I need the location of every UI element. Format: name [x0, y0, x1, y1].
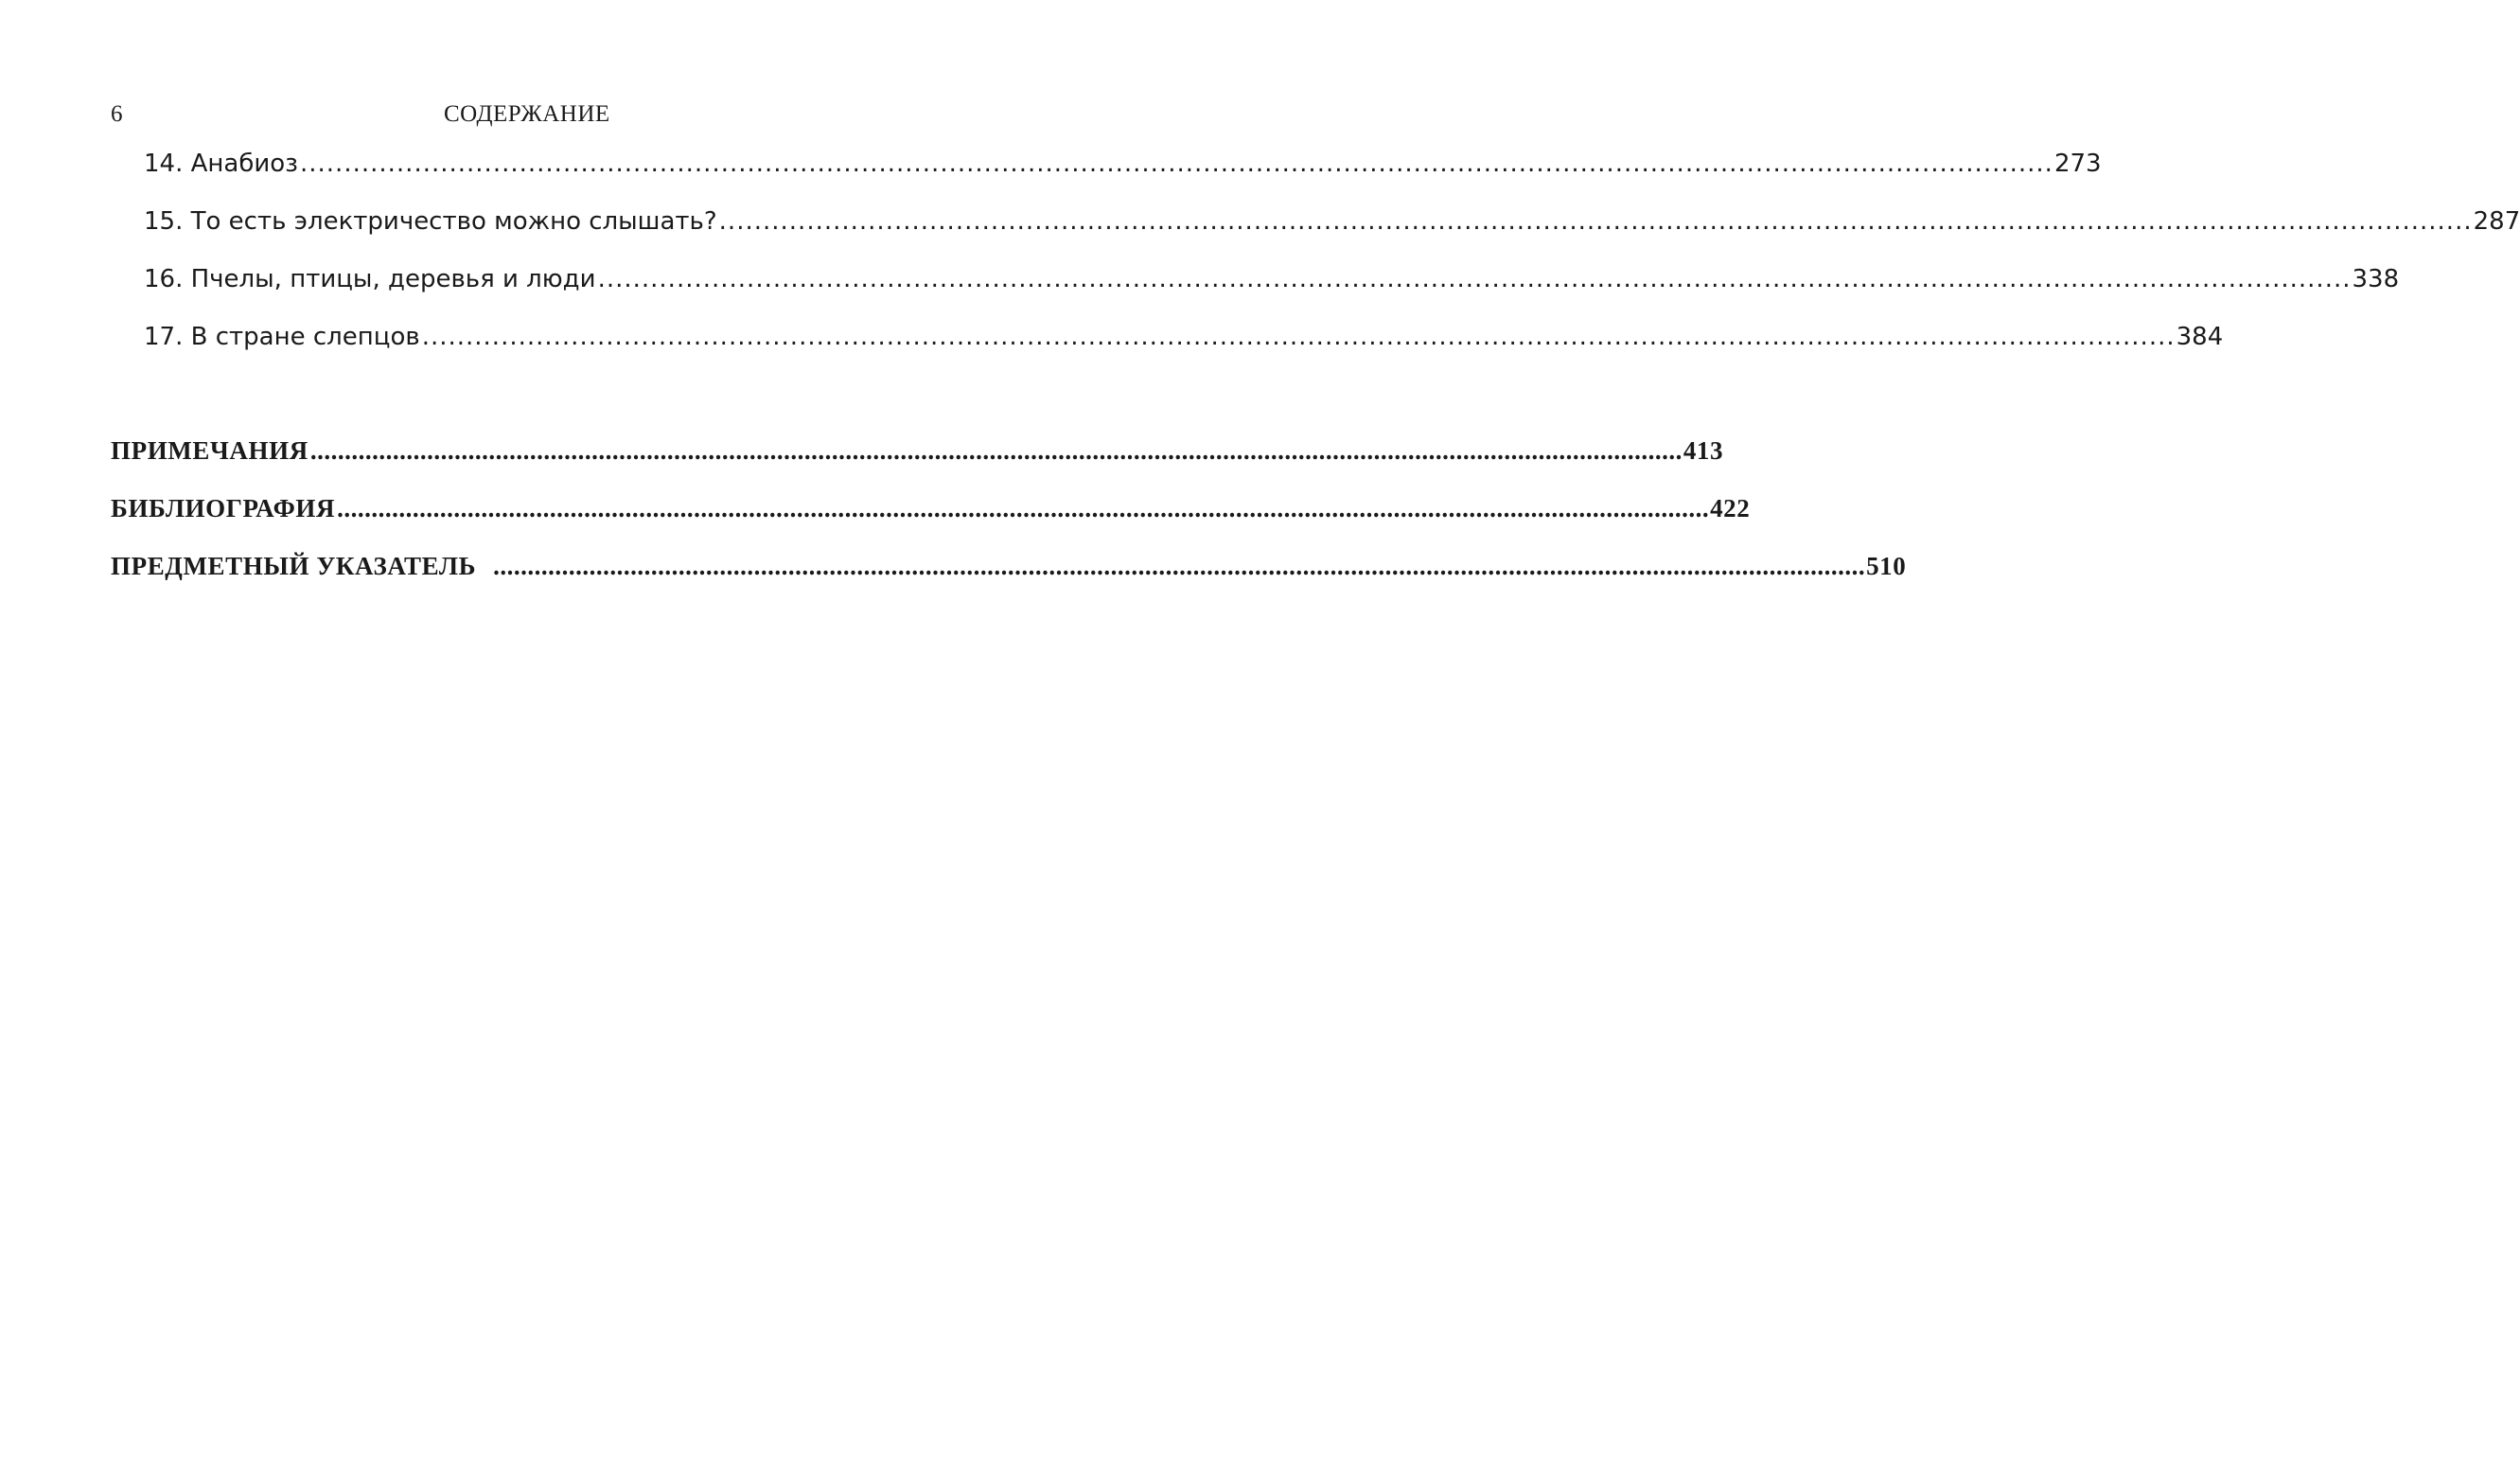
toc-entry-page: 413: [1683, 436, 1724, 465]
toc-entry-title: БИБЛИОГРАФИЯ: [111, 494, 336, 522]
toc-entry-title: 17. В стране слепцов: [144, 323, 420, 351]
toc-entry-chapter-15: [144, 203, 2520, 240]
toc-entry-subject-index: [111, 547, 1907, 585]
toc-entry-page: 510: [1866, 552, 1907, 580]
toc-entry-title: ПРИМЕЧАНИЯ: [111, 436, 308, 465]
dot-leader: ........................................................................................................................................................................................................: [421, 323, 2176, 351]
page-number: 6: [111, 101, 123, 127]
section-title: СОДЕРЖАНИЕ: [444, 101, 610, 127]
toc-entry-page: 338: [2352, 265, 2400, 293]
dot-leader: ........................................................................................................................................................................................................: [493, 552, 1866, 580]
dot-leader: ........................................................................................................................................................................................................: [309, 436, 1683, 465]
dot-leader: ........................................................................................................................................................................................................: [337, 494, 1710, 522]
toc-entry-title: 16. Пчелы, птицы, деревья и люди: [144, 265, 596, 293]
toc-entry-chapter-14: [144, 145, 2102, 183]
toc-entry-bibliography: [111, 489, 1751, 527]
toc-entry-title: 15. То есть электричество можно слышать?: [144, 207, 717, 236]
toc-entry-chapter-16: [144, 260, 2400, 298]
toc-entry-title: ПРЕДМЕТНЫЙ УКАЗАТЕЛЬ: [111, 552, 477, 580]
dot-leader: ........................................................................................................................................................................................................: [300, 150, 2053, 178]
toc-entry-page: 384: [2176, 323, 2224, 351]
toc-entry-page: 287: [2473, 207, 2520, 236]
dot-leader: ........................................................................................................................................................................................................: [718, 207, 2473, 236]
toc-entry-notes: [111, 432, 1724, 469]
running-head: [111, 98, 862, 131]
toc-entry-page: 273: [2053, 150, 2102, 178]
dot-leader: ........................................................................................................................................................................................................: [597, 265, 2352, 293]
toc-entry-title: 14. Анабиоз: [144, 150, 298, 178]
toc-entry-chapter-17: [144, 318, 2224, 356]
toc-entry-page: 422: [1710, 494, 1751, 522]
